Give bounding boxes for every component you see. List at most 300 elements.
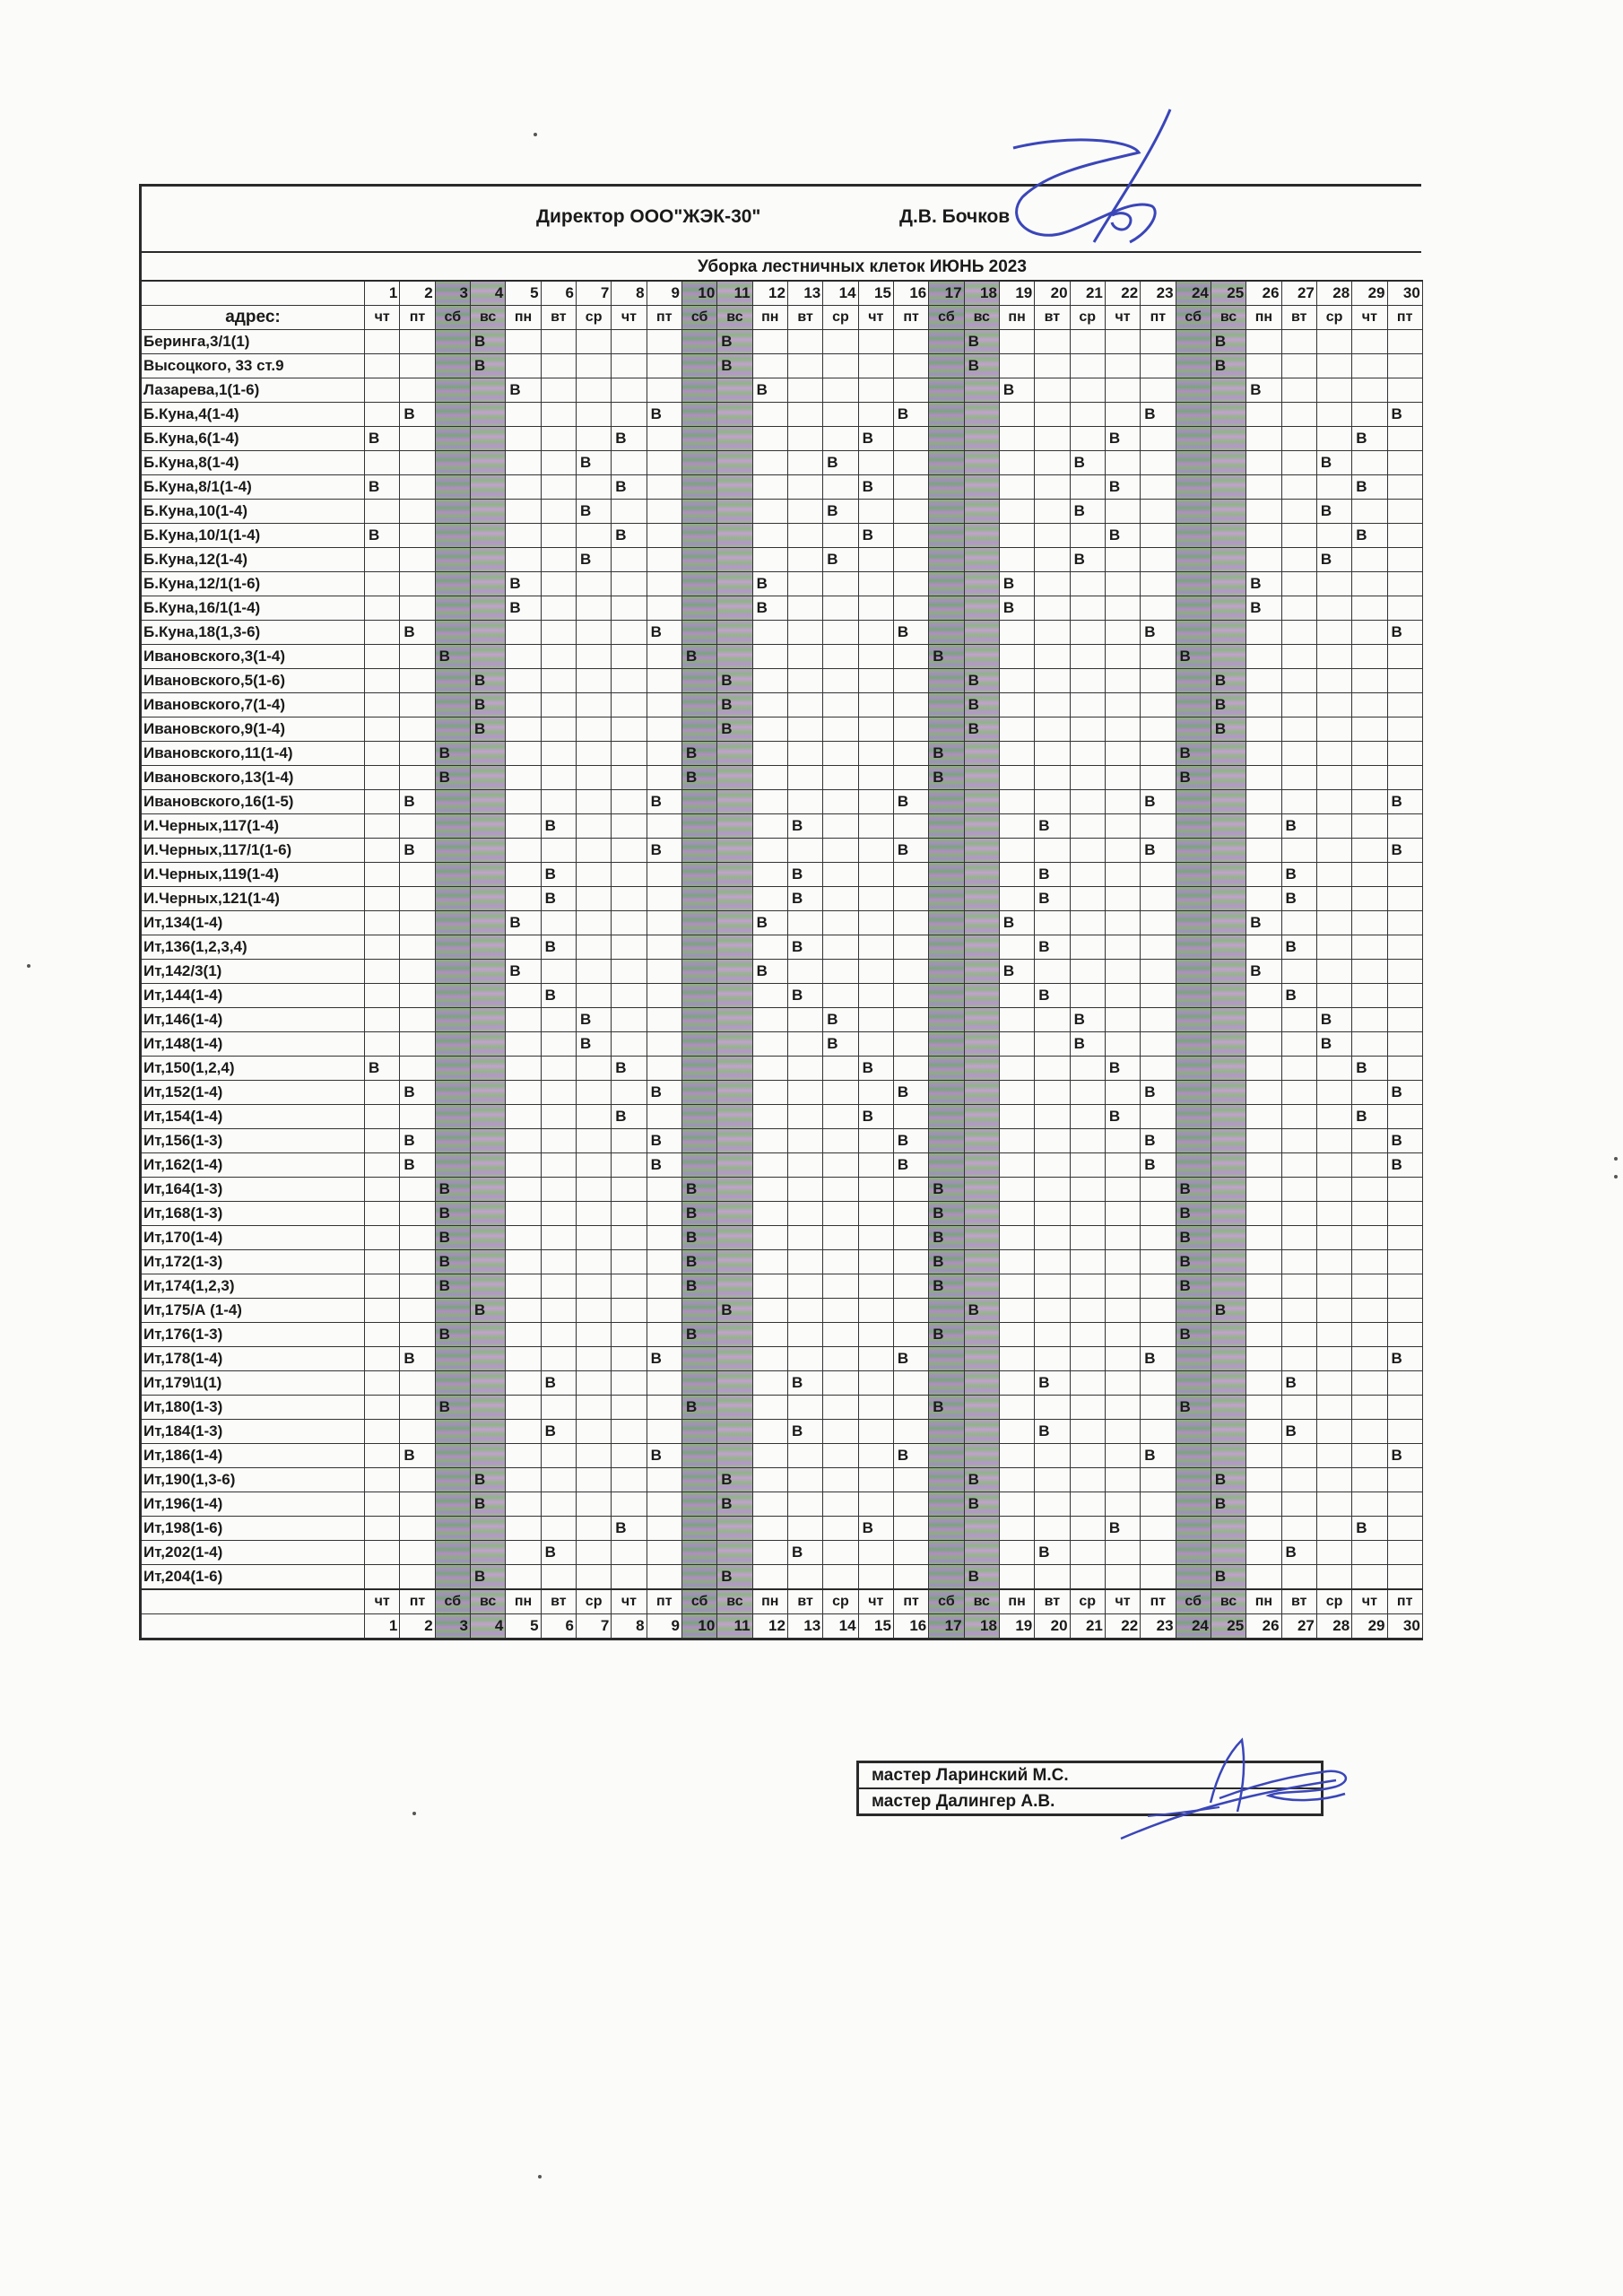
schedule-cell: [435, 984, 470, 1008]
schedule-cell: [506, 669, 541, 693]
schedule-cell: [964, 645, 999, 669]
schedule-cell: [1316, 887, 1351, 911]
schedule-cell: [1387, 354, 1422, 378]
schedule-cell: [647, 548, 681, 572]
schedule-cell: [647, 1057, 681, 1081]
schedule-cell: [1070, 1420, 1105, 1444]
schedule-cell: [717, 1250, 752, 1274]
schedule-cell: [435, 718, 470, 742]
schedule-cell: [1316, 935, 1351, 960]
address-cell: И.Черных,119(1-4): [141, 863, 365, 887]
schedule-cell: [1070, 1565, 1105, 1590]
cleaning-mark: В: [506, 378, 541, 403]
schedule-cell: [1387, 572, 1422, 596]
cleaning-mark: В: [717, 330, 752, 354]
schedule-cell: [893, 718, 928, 742]
weekday-10: сб: [681, 1589, 716, 1614]
schedule-cell: [1281, 1105, 1316, 1129]
schedule-cell: [1070, 1129, 1105, 1153]
schedule-cell: [1352, 596, 1387, 621]
cleaning-mark: В: [1316, 1008, 1351, 1032]
cleaning-mark: В: [435, 645, 470, 669]
schedule-cell: [576, 1299, 611, 1323]
table-row: [141, 1371, 1423, 1396]
schedule-cell: [470, 475, 505, 500]
schedule-cell: [929, 621, 964, 645]
schedule-cell: [612, 1565, 647, 1590]
schedule-cell: [681, 1420, 716, 1444]
table-row: [141, 718, 1423, 742]
schedule-cell: [717, 403, 752, 427]
schedule-cell: [1316, 669, 1351, 693]
schedule-cell: [964, 814, 999, 839]
schedule-cell: [1316, 572, 1351, 596]
schedule-cell: [1141, 935, 1176, 960]
schedule-cell: [1246, 1226, 1281, 1250]
schedule-cell: [400, 887, 435, 911]
schedule-cell: [787, 1396, 822, 1420]
schedule-cell: [823, 645, 858, 669]
schedule-cell: [1387, 863, 1422, 887]
schedule-cell: [1176, 524, 1211, 548]
schedule-cell: [752, 330, 787, 354]
day-number-15: 15: [858, 1614, 893, 1639]
schedule-cell: [999, 863, 1034, 887]
schedule-cell: [823, 790, 858, 814]
cleaning-mark: В: [717, 1299, 752, 1323]
schedule-cell: [681, 1299, 716, 1323]
schedule-cell: [576, 475, 611, 500]
schedule-cell: [1316, 1517, 1351, 1541]
table-row: [141, 1274, 1423, 1299]
cleaning-mark: В: [964, 1468, 999, 1492]
schedule-cell: [612, 1299, 647, 1323]
schedule-cell: [929, 378, 964, 403]
schedule-cell: [576, 596, 611, 621]
schedule-cell: [858, 960, 893, 984]
schedule-cell: [1316, 378, 1351, 403]
day-number-18: 18: [964, 281, 999, 306]
cleaning-mark: В: [1316, 548, 1351, 572]
cleaning-mark: В: [1070, 548, 1105, 572]
schedule-cell: [1246, 621, 1281, 645]
schedule-cell: [365, 1250, 400, 1274]
schedule-cell: [1035, 839, 1070, 863]
schedule-cell: [823, 475, 858, 500]
schedule-cell: [612, 790, 647, 814]
cleaning-mark: В: [1387, 403, 1422, 427]
schedule-cell: [1035, 475, 1070, 500]
schedule-cell: [400, 572, 435, 596]
schedule-cell: [612, 718, 647, 742]
weekday-11: вс: [717, 1589, 752, 1614]
schedule-cell: [470, 1444, 505, 1468]
schedule-cell: [1352, 1299, 1387, 1323]
schedule-cell: [858, 1226, 893, 1250]
schedule-cell: [999, 718, 1034, 742]
schedule-cell: [506, 1129, 541, 1153]
schedule-cell: [717, 596, 752, 621]
schedule-cell: [365, 984, 400, 1008]
schedule-cell: [435, 911, 470, 935]
schedule-cell: [681, 1468, 716, 1492]
schedule-cell: [1070, 1371, 1105, 1396]
table-row: [141, 911, 1423, 935]
schedule-cell: [1211, 451, 1245, 475]
schedule-cell: [1070, 427, 1105, 451]
schedule-cell: [576, 427, 611, 451]
schedule-cell: [576, 1444, 611, 1468]
schedule-cell: [929, 1517, 964, 1541]
schedule-cell: [858, 378, 893, 403]
schedule-cell: [576, 1226, 611, 1250]
schedule-cell: [1176, 1371, 1211, 1396]
schedule-cell: [541, 839, 576, 863]
schedule-cell: [929, 693, 964, 718]
weekday-25: вс: [1211, 306, 1245, 330]
schedule-cell: [823, 718, 858, 742]
schedule-cell: [541, 572, 576, 596]
address-cell: И.Черных,117/1(1-6): [141, 839, 365, 863]
cleaning-mark: В: [400, 1153, 435, 1178]
schedule-cell: [612, 887, 647, 911]
schedule-cell: [823, 911, 858, 935]
day-number-13: 13: [787, 1614, 822, 1639]
schedule-cell: [717, 1178, 752, 1202]
title-row: [139, 251, 1421, 280]
schedule-cell: [576, 960, 611, 984]
schedule-cell: [1246, 1057, 1281, 1081]
schedule-cell: [858, 596, 893, 621]
schedule-cell: [1105, 1153, 1140, 1178]
schedule-cell: [717, 1541, 752, 1565]
schedule-cell: [1141, 693, 1176, 718]
schedule-cell: [435, 1008, 470, 1032]
schedule-cell: [1211, 645, 1245, 669]
schedule-cell: [1141, 572, 1176, 596]
schedule-cell: [1316, 403, 1351, 427]
schedule-cell: [541, 1299, 576, 1323]
schedule-cell: [681, 790, 716, 814]
schedule-cell: [1070, 1057, 1105, 1081]
schedule-cell: [964, 475, 999, 500]
schedule-cell: [435, 1371, 470, 1396]
table-row: [141, 1105, 1423, 1129]
cleaning-mark: В: [1035, 887, 1070, 911]
schedule-cell: [576, 330, 611, 354]
schedule-cell: [365, 1323, 400, 1347]
address-cell: Ит,190(1,3-6): [141, 1468, 365, 1492]
schedule-cell: [1141, 1541, 1176, 1565]
schedule-cell: [752, 1057, 787, 1081]
schedule-cell: [1070, 1299, 1105, 1323]
schedule-cell: [1246, 1371, 1281, 1396]
schedule-cell: [1387, 1032, 1422, 1057]
schedule-cell: [823, 403, 858, 427]
schedule-cell: [647, 596, 681, 621]
day-number-23: 23: [1141, 1614, 1176, 1639]
schedule-cell: [506, 1323, 541, 1347]
schedule-cell: [893, 742, 928, 766]
weekday-12: пн: [752, 306, 787, 330]
schedule-cell: [541, 1468, 576, 1492]
table-row: [141, 1323, 1423, 1347]
schedule-cell: [999, 1323, 1034, 1347]
schedule-cell: [1281, 1347, 1316, 1371]
address-cell: Ит,148(1-4): [141, 1032, 365, 1057]
schedule-cell: [1246, 1008, 1281, 1032]
schedule-cell: [1105, 814, 1140, 839]
schedule-sheet: [139, 184, 1421, 1640]
schedule-cell: [435, 500, 470, 524]
schedule-cell: [1070, 863, 1105, 887]
schedule-cell: [506, 1444, 541, 1468]
table-row: [141, 1129, 1423, 1153]
schedule-cell: [400, 1420, 435, 1444]
schedule-cell: [717, 887, 752, 911]
schedule-cell: [1281, 1492, 1316, 1517]
schedule-cell: [1352, 1420, 1387, 1444]
schedule-cell: [1352, 330, 1387, 354]
schedule-cell: [999, 790, 1034, 814]
schedule-cell: [1141, 1468, 1176, 1492]
schedule-cell: [506, 1250, 541, 1274]
schedule-cell: [365, 1492, 400, 1517]
schedule-cell: [1035, 1347, 1070, 1371]
schedule-cell: [964, 1444, 999, 1468]
schedule-cell: [1141, 863, 1176, 887]
schedule-cell: [1387, 1492, 1422, 1517]
schedule-cell: [1281, 1517, 1316, 1541]
cleaning-mark: В: [1105, 1517, 1140, 1541]
schedule-cell: [541, 1444, 576, 1468]
day-number-7: 7: [576, 281, 611, 306]
schedule-cell: [1246, 887, 1281, 911]
cleaning-mark: В: [717, 693, 752, 718]
schedule-cell: [858, 403, 893, 427]
schedule-cell: [506, 1032, 541, 1057]
schedule-cell: [681, 814, 716, 839]
schedule-cell: [999, 935, 1034, 960]
schedule-cell: [435, 839, 470, 863]
cleaning-mark: В: [999, 596, 1034, 621]
schedule-cell: [506, 766, 541, 790]
weekday-19: пн: [999, 306, 1034, 330]
schedule-cell: [1211, 911, 1245, 935]
schedule-cell: [506, 524, 541, 548]
schedule-cell: [470, 427, 505, 451]
schedule-cell: [999, 839, 1034, 863]
cleaning-mark: В: [470, 693, 505, 718]
schedule-cell: [787, 475, 822, 500]
schedule-cell: [1035, 790, 1070, 814]
day-number-4: 4: [470, 1614, 505, 1639]
schedule-cell: [823, 621, 858, 645]
schedule-cell: [964, 935, 999, 960]
schedule-cell: [858, 887, 893, 911]
day-number-10: 10: [681, 281, 716, 306]
schedule-cell: [752, 766, 787, 790]
schedule-cell: [470, 1202, 505, 1226]
schedule-cell: [787, 451, 822, 475]
schedule-cell: [858, 1178, 893, 1202]
schedule-cell: [541, 742, 576, 766]
schedule-cell: [541, 718, 576, 742]
day-number-25: 25: [1211, 1614, 1245, 1639]
schedule-cell: [1176, 500, 1211, 524]
schedule-cell: [470, 1153, 505, 1178]
schedule-cell: [365, 742, 400, 766]
schedule-cell: [1141, 451, 1176, 475]
schedule-cell: [1176, 1541, 1211, 1565]
schedule-cell: [1387, 1274, 1422, 1299]
schedule-cell: [400, 1274, 435, 1299]
schedule-cell: [647, 1178, 681, 1202]
cleaning-mark: В: [400, 1081, 435, 1105]
schedule-cell: [506, 1371, 541, 1396]
schedule-cell: [964, 1371, 999, 1396]
schedule-cell: [647, 330, 681, 354]
schedule-cell: [999, 1008, 1034, 1032]
cleaning-mark: В: [612, 1057, 647, 1081]
schedule-cell: [787, 524, 822, 548]
cleaning-mark: В: [717, 1468, 752, 1492]
schedule-cell: [647, 1517, 681, 1541]
table-row: [141, 500, 1423, 524]
schedule-cell: [435, 427, 470, 451]
schedule-cell: [541, 1129, 576, 1153]
schedule-cell: [1105, 1444, 1140, 1468]
schedule-cell: [929, 911, 964, 935]
schedule-cell: [365, 330, 400, 354]
cleaning-mark: В: [1176, 1274, 1211, 1299]
schedule-cell: [400, 984, 435, 1008]
schedule-cell: [1070, 1081, 1105, 1105]
schedule-cell: [964, 863, 999, 887]
schedule-cell: [506, 1153, 541, 1178]
table-row: [141, 1008, 1423, 1032]
schedule-cell: [435, 524, 470, 548]
weekday-26: пн: [1246, 306, 1281, 330]
table-row: [141, 1153, 1423, 1178]
schedule-cell: [999, 1541, 1034, 1565]
schedule-cell: [1035, 1492, 1070, 1517]
schedule-cell: [752, 403, 787, 427]
cleaning-mark: В: [576, 548, 611, 572]
schedule-cell: [647, 1008, 681, 1032]
schedule-cell: [893, 1299, 928, 1323]
schedule-cell: [893, 766, 928, 790]
schedule-cell: [1035, 1057, 1070, 1081]
schedule-cell: [1176, 354, 1211, 378]
schedule-cell: [964, 1541, 999, 1565]
cleaning-mark: В: [400, 1444, 435, 1468]
schedule-cell: [365, 1565, 400, 1590]
cleaning-mark: В: [787, 1420, 822, 1444]
schedule-cell: [717, 1371, 752, 1396]
schedule-cell: [470, 596, 505, 621]
cleaning-mark: В: [365, 475, 400, 500]
schedule-cell: [470, 500, 505, 524]
schedule-cell: [400, 1057, 435, 1081]
weekday-29: чт: [1352, 306, 1387, 330]
table-row: [141, 790, 1423, 814]
cleaning-mark: В: [893, 1347, 928, 1371]
schedule-cell: [1035, 621, 1070, 645]
schedule-cell: [1070, 354, 1105, 378]
schedule-cell: [1352, 911, 1387, 935]
schedule-cell: [1316, 1371, 1351, 1396]
schedule-cell: [400, 766, 435, 790]
schedule-cell: [893, 1371, 928, 1396]
address-cell: Ит,175/А (1-4): [141, 1299, 365, 1323]
schedule-cell: [893, 1178, 928, 1202]
schedule-cell: [470, 839, 505, 863]
cleaning-mark: В: [1176, 1178, 1211, 1202]
table-row: [141, 887, 1423, 911]
signature-box: [856, 1761, 1324, 1816]
schedule-cell: [999, 1468, 1034, 1492]
schedule-cell: [1176, 1565, 1211, 1590]
schedule-cell: [576, 669, 611, 693]
schedule-cell: [1105, 621, 1140, 645]
cleaning-mark: В: [400, 839, 435, 863]
schedule-cell: [929, 1129, 964, 1153]
cleaning-mark: В: [787, 1371, 822, 1396]
schedule-cell: [612, 596, 647, 621]
weekday-2: пт: [400, 306, 435, 330]
day-number-26: 26: [1246, 1614, 1281, 1639]
schedule-cell: [1141, 1565, 1176, 1590]
schedule-cell: [1105, 572, 1140, 596]
schedule-cell: [435, 451, 470, 475]
schedule-cell: [1141, 500, 1176, 524]
schedule-cell: [400, 645, 435, 669]
schedule-cell: [612, 1250, 647, 1274]
schedule-cell: [1352, 1081, 1387, 1105]
cleaning-mark: В: [1387, 1153, 1422, 1178]
cleaning-mark: В: [752, 911, 787, 935]
schedule-cell: [999, 1420, 1034, 1444]
schedule-cell: [929, 330, 964, 354]
cleaning-mark: В: [1387, 790, 1422, 814]
address-cell: Ит,136(1,2,3,4): [141, 935, 365, 960]
schedule-cell: [435, 1541, 470, 1565]
schedule-cell: [752, 427, 787, 451]
cleaning-mark: В: [1281, 935, 1316, 960]
schedule-cell: [858, 1202, 893, 1226]
schedule-cell: [929, 839, 964, 863]
cleaning-mark: В: [365, 524, 400, 548]
schedule-cell: [858, 572, 893, 596]
cleaning-mark: В: [1316, 500, 1351, 524]
schedule-cell: [1176, 451, 1211, 475]
address-cell: Б.Куна,8/1(1-4): [141, 475, 365, 500]
schedule-cell: [647, 1105, 681, 1129]
cleaning-mark: В: [1281, 814, 1316, 839]
schedule-cell: [1352, 1444, 1387, 1468]
schedule-cell: [929, 935, 964, 960]
schedule-cell: [506, 935, 541, 960]
schedule-cell: [1105, 403, 1140, 427]
cleaning-mark: В: [1281, 984, 1316, 1008]
schedule-cell: [365, 1226, 400, 1250]
schedule-cell: [1211, 984, 1245, 1008]
schedule-cell: [1316, 1492, 1351, 1517]
schedule-cell: [1141, 1250, 1176, 1274]
schedule-cell: [612, 960, 647, 984]
schedule-cell: [647, 354, 681, 378]
